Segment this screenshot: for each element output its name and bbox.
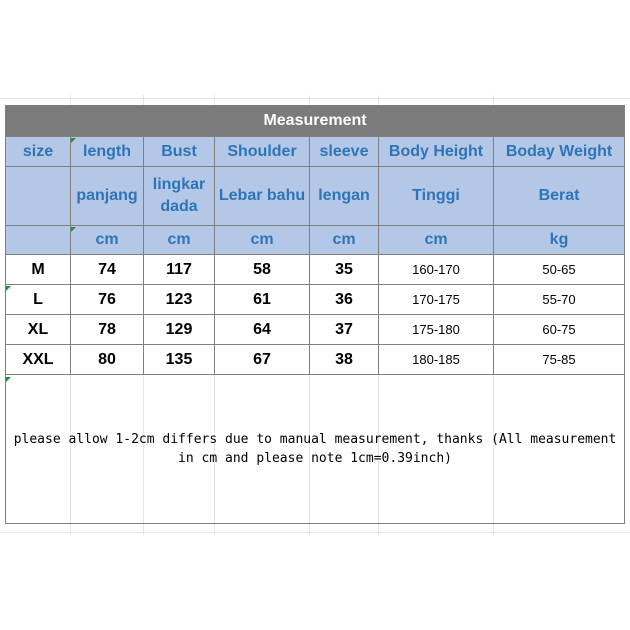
header-en-weight: Boday Weight — [494, 137, 625, 167]
title-row — [6, 106, 625, 137]
cell-length: 80 — [71, 345, 144, 375]
header-id-bust: lingkar dada — [144, 167, 215, 226]
cell-size: M — [6, 255, 71, 285]
gridline — [0, 98, 630, 99]
cell-height: 175-180 — [379, 315, 494, 345]
measurement-note: please allow 1-2cm differs due to manual measurement, thanks (All measurement in cm and please note 1cm=0.39inch) — [6, 375, 625, 524]
cell-weight: 75-85 — [494, 345, 625, 375]
header-id-row — [6, 167, 625, 226]
header-unit-shoulder: cm — [215, 226, 310, 255]
cell-size: L — [6, 285, 71, 315]
header-unit-bust: cm — [144, 226, 215, 255]
cell-sleeve: 35 — [310, 255, 379, 285]
header-unit-sleeve: cm — [310, 226, 379, 255]
cell-bust: 123 — [144, 285, 215, 315]
header-id-weight: Berat — [494, 167, 625, 226]
cell-sleeve: 38 — [310, 345, 379, 375]
size-chart-table — [5, 105, 625, 524]
table-row — [6, 285, 625, 315]
cell-weight: 55-70 — [494, 285, 625, 315]
cell-size: XXL — [6, 345, 71, 375]
cell-sleeve: 37 — [310, 315, 379, 345]
cell-comment-marker — [71, 138, 76, 143]
cell-sleeve: 36 — [310, 285, 379, 315]
gridline — [0, 532, 630, 533]
header-id-size — [6, 167, 71, 226]
header-id-shoulder: Lebar bahu — [215, 167, 310, 226]
cell-length: 78 — [71, 315, 144, 345]
cell-comment-marker — [71, 227, 76, 232]
header-en-shoulder: Shoulder — [215, 137, 310, 167]
cell-height: 160-170 — [379, 255, 494, 285]
header-en-height: Body Height — [379, 137, 494, 167]
header-unit-weight: kg — [494, 226, 625, 255]
table-row — [6, 255, 625, 285]
cell-shoulder: 61 — [215, 285, 310, 315]
cell-shoulder: 64 — [215, 315, 310, 345]
header-id-length: panjang — [71, 167, 144, 226]
cell-shoulder: 58 — [215, 255, 310, 285]
cell-size: XL — [6, 315, 71, 345]
header-id-height: Tinggi — [379, 167, 494, 226]
cell-bust: 129 — [144, 315, 215, 345]
note-row — [6, 375, 625, 524]
cell-weight: 60-75 — [494, 315, 625, 345]
cell-shoulder: 67 — [215, 345, 310, 375]
header-en-size: size — [6, 137, 71, 167]
cell-weight: 50-65 — [494, 255, 625, 285]
table-row — [6, 345, 625, 375]
cell-bust: 117 — [144, 255, 215, 285]
cell-height: 180-185 — [379, 345, 494, 375]
header-en-row — [6, 137, 625, 167]
cell-bust: 135 — [144, 345, 215, 375]
header-unit-size — [6, 226, 71, 255]
header-en-bust: Bust — [144, 137, 215, 167]
cell-comment-marker — [6, 377, 11, 382]
cell-length: 76 — [71, 285, 144, 315]
table-title: Measurement — [6, 106, 625, 137]
cell-height: 170-175 — [379, 285, 494, 315]
header-unit-row — [6, 226, 625, 255]
header-unit-length: cm — [71, 226, 144, 255]
cell-comment-marker — [6, 286, 11, 291]
table-row — [6, 315, 625, 345]
size-chart-sheet — [5, 105, 624, 524]
table-body — [6, 106, 625, 524]
header-en-sleeve: sleeve — [310, 137, 379, 167]
header-id-sleeve: lengan — [310, 167, 379, 226]
cell-length: 74 — [71, 255, 144, 285]
header-unit-height: cm — [379, 226, 494, 255]
header-en-length: length — [71, 137, 144, 167]
